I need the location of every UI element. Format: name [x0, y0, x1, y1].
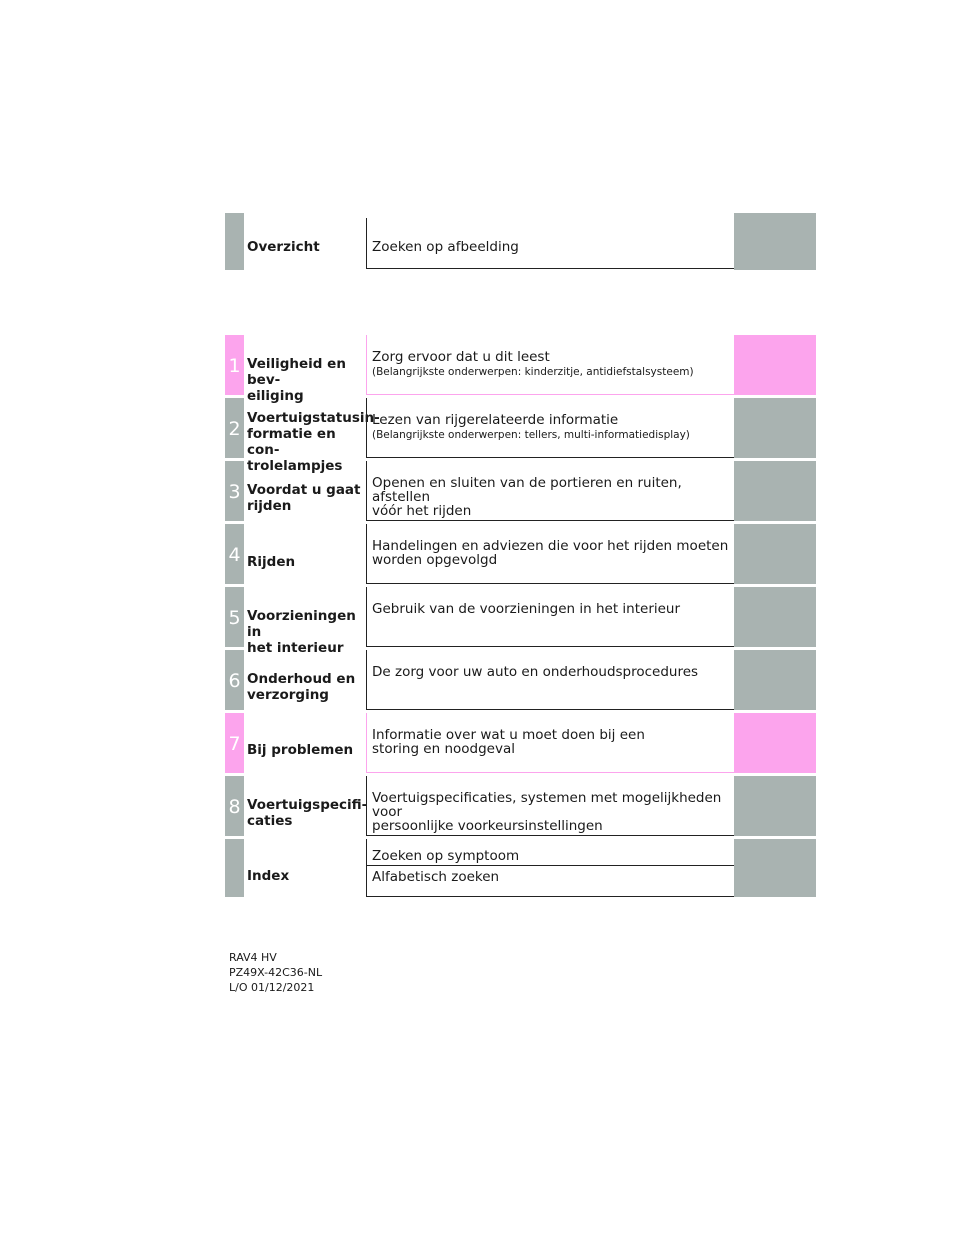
overview-tab-bar [225, 213, 244, 270]
footer-model: RAV4 HV [229, 951, 277, 964]
section-number: 6 [228, 670, 241, 692]
section-number: 8 [228, 796, 241, 818]
section-number: 4 [228, 544, 241, 566]
section-content [366, 713, 734, 773]
index-side-block [734, 839, 816, 897]
section-title: Rijden [247, 554, 296, 570]
overview-link[interactable]: Zoeken op afbeelding [372, 239, 519, 255]
section-2-row[interactable] [225, 398, 816, 474]
section-number: 5 [228, 607, 241, 629]
section-title: Veiligheid en bev- eiliging [247, 356, 346, 404]
section-description[interactable]: Voertuigspecificaties, systemen met mogelijkheden voor persoonlijke voorkeursinstellingen [372, 790, 722, 834]
footer-code: PZ49X-42C36-NL [229, 966, 323, 979]
section-content [366, 524, 734, 584]
section-7-row[interactable] [225, 713, 816, 773]
section-content [366, 461, 734, 521]
section-1-row[interactable] [225, 335, 816, 404]
section-title: Onderhoud en verzorging [247, 671, 356, 703]
document-footer [229, 950, 322, 995]
section-6-row[interactable] [225, 650, 816, 710]
index-content [366, 839, 734, 897]
section-number: 7 [228, 733, 241, 755]
index-link-alphabetical[interactable]: Alfabetisch zoeken [372, 869, 500, 885]
section-8-row[interactable] [225, 776, 816, 836]
section-number: 3 [228, 481, 241, 503]
section-content [366, 650, 734, 710]
section-side-block [734, 776, 816, 836]
section-title: Voertuigstatusin- formatie en con- trolelampjes [247, 410, 380, 474]
section-title: Bij problemen [247, 742, 354, 758]
section-description[interactable]: De zorg voor uw auto en onderhoudsprocedures [372, 664, 699, 680]
overview-side-block [734, 213, 816, 270]
section-side-block [734, 524, 816, 584]
section-number: 2 [228, 418, 241, 440]
section-description[interactable]: Gebruik van de voorzieningen in het interieur [372, 601, 681, 617]
section-side-block [734, 713, 816, 773]
section-side-block [734, 398, 816, 458]
index-row[interactable] [225, 839, 816, 897]
section-topics: (Belangrijkste onderwerpen: tellers, multi-informatiedisplay) [372, 429, 690, 441]
section-5-row[interactable] [225, 587, 816, 656]
section-side-block [734, 587, 816, 647]
section-topics: (Belangrijkste onderwerpen: kinderzitje, antidiefstalsysteem) [372, 366, 694, 378]
section-tab-bar [225, 839, 244, 897]
index-divider [367, 865, 734, 866]
section-description[interactable]: Informatie over wat u moet doen bij een storing en noodgeval [372, 727, 645, 757]
section-title: Voordat u gaat rijden [247, 482, 361, 514]
footer-date: L/O 01/12/2021 [229, 981, 315, 994]
overview-title: Overzicht [247, 239, 320, 255]
section-side-block [734, 461, 816, 521]
section-3-row[interactable] [225, 461, 816, 521]
section-4-row[interactable] [225, 524, 816, 584]
section-content [366, 398, 734, 458]
section-content [366, 776, 734, 836]
section-content [366, 335, 734, 395]
index-link-symptom[interactable]: Zoeken op symptoom [372, 848, 520, 864]
section-side-block [734, 335, 816, 395]
section-side-block [734, 650, 816, 710]
index-title: Index [247, 868, 290, 884]
overview-row[interactable] [225, 213, 816, 270]
section-description[interactable]: Lezen van rijgerelateerde informatie [372, 412, 619, 428]
overview-content [366, 218, 734, 269]
section-content [366, 587, 734, 647]
section-description[interactable]: Openen en sluiten van de portieren en ruiten, afstellen vóór het rijden [372, 475, 682, 519]
section-description[interactable]: Handelingen en adviezen die voor het rijden moeten worden opgevolgd [372, 538, 729, 568]
section-title: Voertuigspecifi- caties [247, 797, 368, 829]
section-description[interactable]: Zorg ervoor dat u dit leest [372, 349, 550, 365]
section-title: Voorzieningen in het interieur [247, 608, 356, 656]
section-number: 1 [228, 355, 241, 377]
